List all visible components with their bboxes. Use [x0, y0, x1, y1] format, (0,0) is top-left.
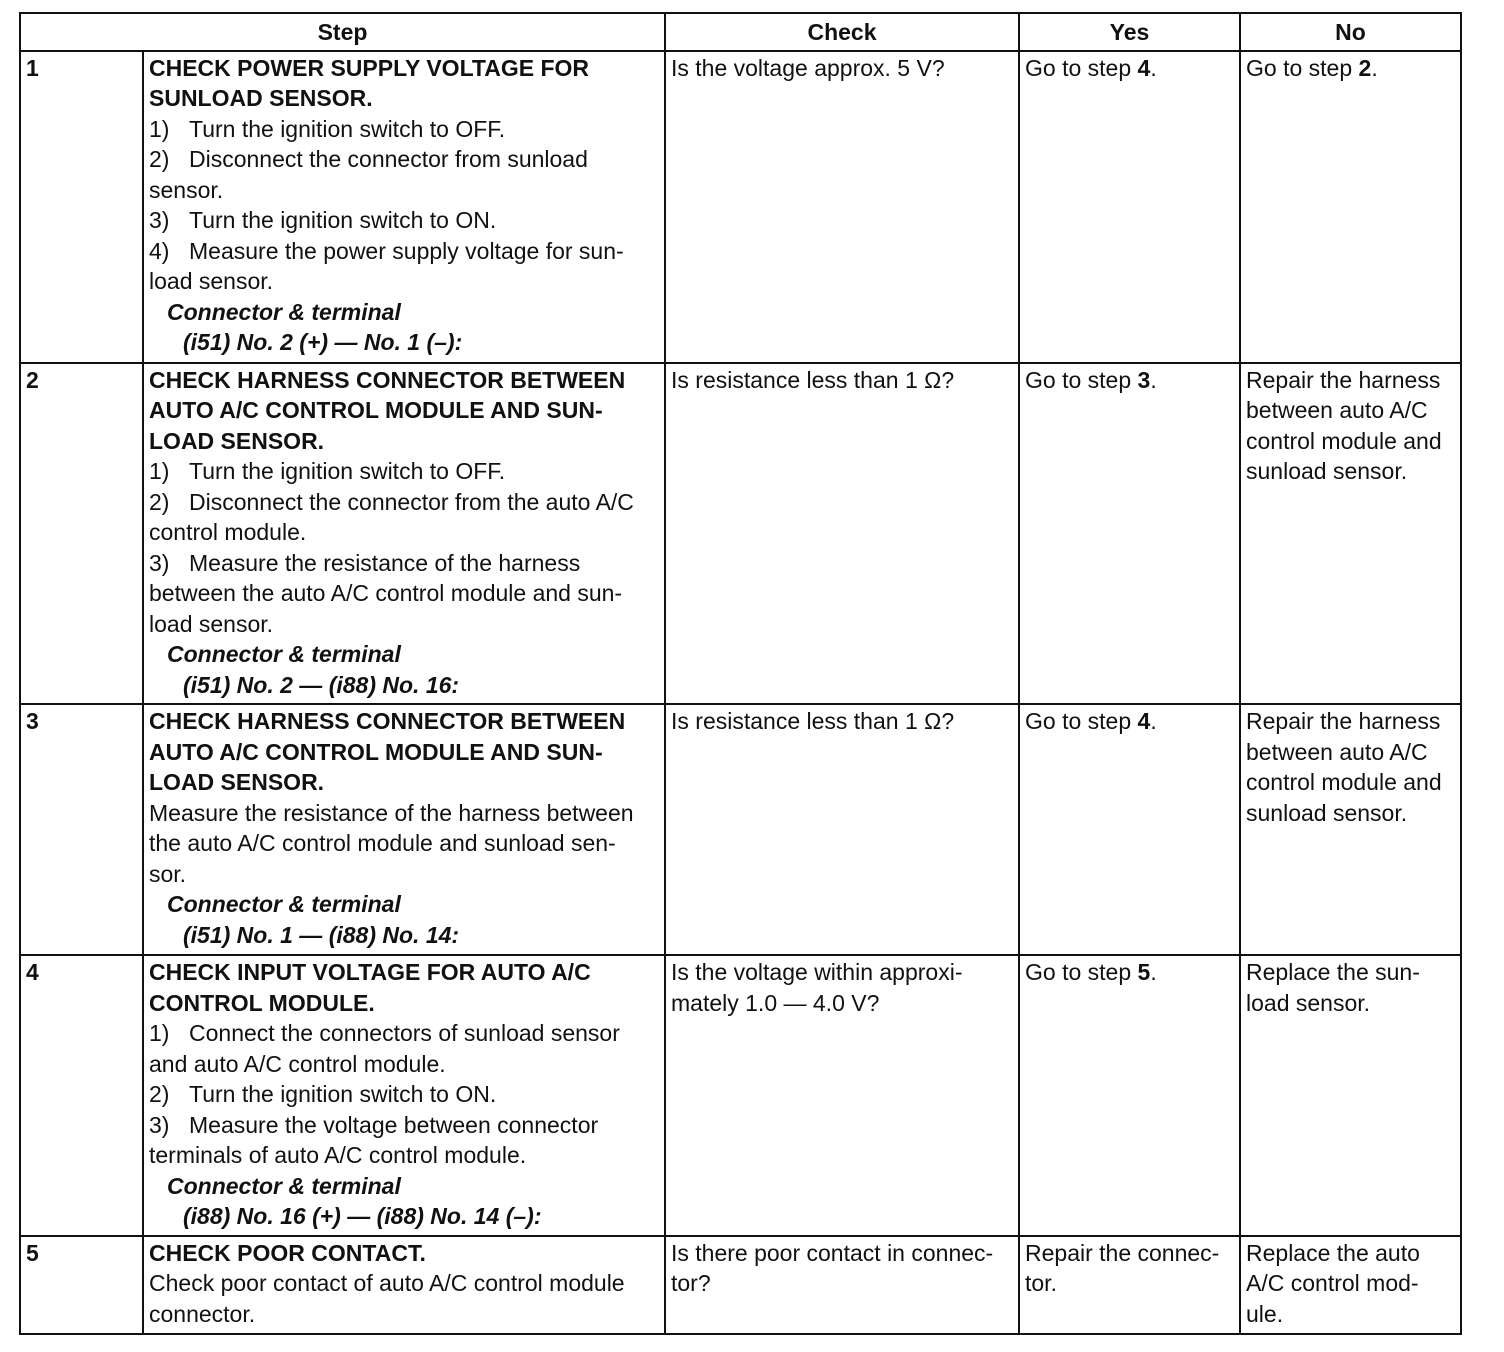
- connector-terminal-value: (i51) No. 2 (+) — No. 1 (–):: [183, 329, 463, 355]
- header-yes: Yes: [1019, 13, 1240, 51]
- check-cell: Is resistance less than 1 Ω?: [665, 363, 1019, 705]
- connector-terminal-value: (i88) No. 16 (+) — (i88) No. 14 (–):: [183, 1203, 542, 1229]
- step-number: 4: [20, 955, 143, 1236]
- step-title: AUTO A/C CONTROL MODULE AND SUN-: [149, 397, 603, 423]
- substep: 1) Turn the ignition switch to OFF.: [149, 115, 506, 142]
- no-cell: Replace the auto A/C control mod- ule.: [1240, 1236, 1461, 1334]
- substep: 1) Connect the connectors of sunload sensor: [149, 1020, 620, 1046]
- yes-cell: Repair the connec- tor.: [1019, 1236, 1240, 1334]
- header-row: [20, 13, 1461, 51]
- step-number: 2: [20, 363, 143, 705]
- no-cell: Replace the sun- load sensor.: [1240, 955, 1461, 1236]
- connector-terminal-label: Connector & terminal: [167, 891, 401, 917]
- table-row: [20, 51, 1461, 363]
- yes-cell: Go to step 5.: [1019, 955, 1240, 1236]
- check-cell: Is the voltage approx. 5 V?: [665, 51, 1019, 363]
- substep: 4) Measure the power supply voltage for sun-: [149, 237, 624, 264]
- no-cell: Repair the harness between auto A/C control module and sunload sensor.: [1240, 363, 1461, 705]
- step-title: CHECK INPUT VOLTAGE FOR AUTO A/C: [149, 959, 591, 985]
- substep: 2) Disconnect the connector from the auto A/C: [149, 488, 634, 515]
- header-step: Step: [20, 13, 665, 51]
- no-cell: Repair the harness between auto A/C control module and sunload sensor.: [1240, 704, 1461, 955]
- table-row: [20, 1236, 1461, 1334]
- substep: 2) Turn the ignition switch to ON.: [149, 1081, 497, 1107]
- step-title: LOAD SENSOR.: [149, 427, 325, 454]
- substep: 3) Turn the ignition switch to ON.: [149, 207, 497, 233]
- step-description: CHECK INPUT VOLTAGE FOR AUTO A/C CONTROL MODULE. 1) Connect the connectors of sunload sensor and auto A/C control module. 2) Turn the ignition switch to ON. 3) Measure the voltage between connector terminals of auto A/C control module. Connector & terminal (i88) No. 16 (+) — (i88) No. 14 (–):: [143, 955, 665, 1236]
- yes-cell: Go to step 4.: [1019, 51, 1240, 363]
- step-title: CONTROL MODULE.: [149, 989, 375, 1016]
- connector-terminal-label: Connector & terminal: [167, 641, 401, 667]
- header-no: No: [1240, 13, 1461, 51]
- step-title: CHECK HARNESS CONNECTOR BETWEEN: [149, 708, 626, 734]
- substep: 2) Disconnect the connector from sunload: [149, 146, 588, 172]
- header-check: Check: [665, 13, 1019, 51]
- check-cell: Is resistance less than 1 Ω?: [665, 704, 1019, 955]
- yes-cell: Go to step 3.: [1019, 363, 1240, 705]
- substep: 1) Turn the ignition switch to OFF.: [149, 458, 506, 484]
- step-number: 3: [20, 704, 143, 955]
- connector-terminal-label: Connector & terminal: [167, 1172, 401, 1199]
- diagnostic-table: [19, 12, 1462, 1335]
- step-title: CHECK POOR CONTACT.: [149, 1239, 426, 1266]
- step-title: CHECK HARNESS CONNECTOR BETWEEN: [149, 366, 626, 393]
- table-row: [20, 955, 1461, 1236]
- yes-cell: Go to step 4.: [1019, 704, 1240, 955]
- step-title: SUNLOAD SENSOR.: [149, 85, 373, 111]
- substep: 3) Measure the resistance of the harness: [149, 549, 581, 576]
- step-description: CHECK POWER SUPPLY VOLTAGE FOR SUNLOAD SENSOR. 1) Turn the ignition switch to OFF. 2) Disconnect the connector from sunload sensor. 3) Turn the ignition switch to ON. 4) Measure the power supply voltage for sun- load sensor. Connector & terminal (i51) No. 2 (+) — No. 1 (–):: [143, 51, 665, 363]
- table-row: [20, 363, 1461, 705]
- connector-terminal-label: Connector & terminal: [167, 298, 401, 325]
- step-description: CHECK POOR CONTACT. Check poor contact of auto A/C control module connector.: [143, 1236, 665, 1334]
- step-title: CHECK POWER SUPPLY VOLTAGE FOR: [149, 54, 590, 81]
- step-number: 1: [20, 51, 143, 363]
- check-cell: Is there poor contact in connec- tor?: [665, 1236, 1019, 1334]
- step-description: CHECK HARNESS CONNECTOR BETWEEN AUTO A/C CONTROL MODULE AND SUN- LOAD SENSOR. 1) Turn the ignition switch to OFF. 2) Disconnect the connector from the auto A/C control module. 3) Measure the resistance of the harness between the auto A/C control module and sun- load sensor. Connector & terminal (i51) No. 2 — (i88) No. 16:: [143, 363, 665, 705]
- substep: 3) Measure the voltage between connector: [149, 1111, 599, 1138]
- table-row: [20, 704, 1461, 955]
- step-number: 5: [20, 1236, 143, 1334]
- connector-terminal-value: (i51) No. 2 — (i88) No. 16:: [183, 671, 460, 698]
- step-title: AUTO A/C CONTROL MODULE AND SUN-: [149, 738, 603, 765]
- connector-terminal-value: (i51) No. 1 — (i88) No. 14:: [183, 921, 460, 948]
- step-description: CHECK HARNESS CONNECTOR BETWEEN AUTO A/C CONTROL MODULE AND SUN- LOAD SENSOR. Measure the resistance of the harness between the auto A/C control module and sunload sen- sor. Connector & terminal (i51) No. 1 — (i88) No. 14:: [143, 704, 665, 955]
- step-title: LOAD SENSOR.: [149, 769, 325, 795]
- no-cell: Go to step 2.: [1240, 51, 1461, 363]
- check-cell: Is the voltage within approxi- mately 1.0 — 4.0 V?: [665, 955, 1019, 1236]
